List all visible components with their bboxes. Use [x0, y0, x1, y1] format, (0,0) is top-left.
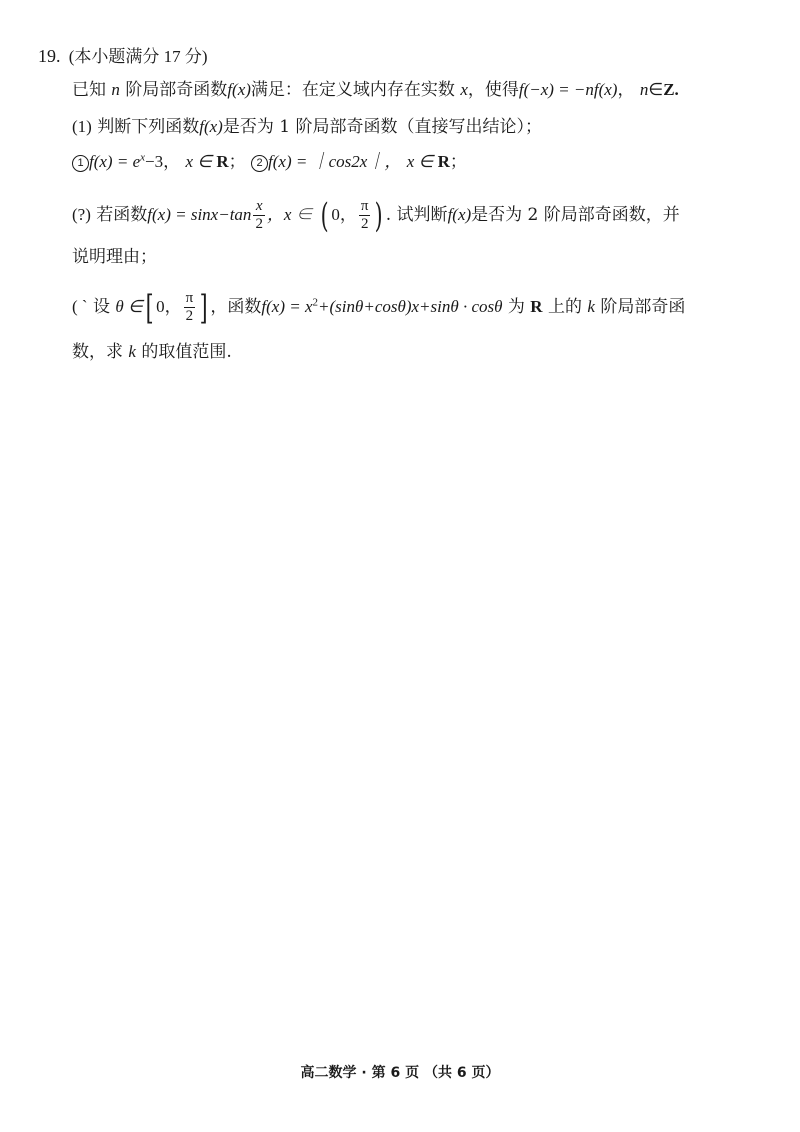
intro-text-3: 满足：在定义域内存在实数 [250, 80, 455, 100]
part3-label: ( ` [72, 297, 88, 316]
part3-var-k2: k [128, 342, 136, 361]
part3-exponent: 2 [312, 296, 319, 309]
part2-fx: f(x) [447, 205, 472, 224]
page-footer: 高二数学 · 第 6 页 （共 6 页） [300, 1065, 500, 1081]
part1-set-R2: R [437, 152, 450, 171]
part2-text-3: 是否为 2 阶局部奇函数，并 [471, 205, 680, 225]
part3-text-3: 为 [507, 297, 525, 317]
frac-denominator: 2 [360, 216, 369, 232]
intro-text-2: 阶局部奇函数 [125, 80, 228, 100]
part1-end: ； [449, 152, 467, 172]
part2-text-2: . 试判断 [385, 205, 448, 225]
part2-statement [72, 195, 680, 236]
part3-text-5: 阶局部奇函 [600, 297, 686, 317]
part2-left-paren: ( [320, 195, 329, 236]
frac-numerator: x [253, 198, 265, 216]
intro-text-1: 已知 [72, 80, 106, 100]
part1-func1-exp: x [140, 151, 145, 164]
question-score-note: (本小题满分 17 分) [68, 47, 208, 66]
part1-text-1: 判断下列函数 [97, 117, 200, 137]
intro-var-n: n [111, 80, 120, 99]
part1-func2: f(x) = ｜cos2x｜， [268, 152, 402, 171]
part3-continuation [72, 343, 232, 361]
part2-domain: ，x ∈ [266, 205, 313, 224]
part1-functions [72, 153, 467, 172]
frac-denominator: 2 [185, 308, 194, 324]
part1-label: (1) [72, 117, 92, 136]
part2-text-1: 若函数 [96, 205, 148, 225]
part1-func1-tail: −3， [145, 152, 181, 171]
part2-fraction-x-over-2 [253, 198, 265, 233]
intro-in-symbol: ∈ [648, 80, 664, 99]
part3-text-1: 设 [92, 297, 110, 317]
part2-fraction-pi-over-2 [359, 198, 371, 233]
intro-text-5: ， [617, 80, 635, 100]
question-intro [72, 81, 679, 99]
frac-numerator: π [185, 290, 194, 306]
intro-text-4: ，使得 [467, 80, 519, 100]
circled-two: 2 [251, 155, 268, 172]
part3-interval-start: 0， [156, 297, 182, 316]
part1-statement [72, 118, 542, 136]
intro-var-x: x [460, 80, 468, 99]
part2-interval-start: 0， [331, 205, 357, 224]
part1-func1-domain: x ∈ [185, 152, 217, 171]
part3-text-2: ，函数 [210, 297, 262, 317]
part3-statement [72, 287, 686, 328]
part2-function: f(x) = sinx−tan [147, 205, 252, 224]
part2-continuation [72, 249, 157, 266]
part3-left-bracket: [ [145, 287, 154, 328]
part3-function-head: f(x) = x [261, 297, 313, 316]
part1-text-2: 是否为 1 阶局部奇函数（直接写出结论）； [222, 117, 542, 137]
question-header [38, 47, 208, 65]
part2-text-4: 说明理由； [72, 247, 157, 267]
part3-function-tail: +(sinθ+cosθ)x+sinθ · cosθ [318, 297, 503, 316]
intro-equation: f(−x) = −nf(x) [518, 80, 618, 99]
part3-fraction-pi-over-2 [184, 290, 196, 325]
circled-one: 1 [72, 155, 89, 172]
part3-var-k: k [587, 297, 595, 316]
part3-right-bracket: ] [199, 287, 208, 328]
part1-fx: f(x) [199, 117, 223, 136]
part1-func1: f(x) = e [89, 152, 141, 171]
intro-var-n2: n [639, 80, 649, 99]
part3-text-4: 上的 [547, 297, 582, 317]
intro-set-Z: Z. [663, 80, 679, 99]
part3-text-7: 的取值范围. [141, 342, 232, 362]
part2-label: (?) [72, 205, 91, 224]
part3-set-R: R [530, 297, 543, 316]
part1-set-R1: R [216, 152, 229, 171]
part1-separator: ； [228, 152, 246, 172]
part3-text-6: 数，求 [72, 342, 123, 362]
part2-right-paren: ) [375, 195, 384, 236]
frac-denominator: 2 [255, 216, 263, 232]
intro-fx: f(x) [227, 80, 251, 99]
part1-func2-domain: x ∈ [406, 152, 438, 171]
part3-theta: θ ∈ [115, 297, 143, 316]
frac-numerator: π [360, 198, 369, 214]
question-number: 19. [38, 46, 61, 66]
